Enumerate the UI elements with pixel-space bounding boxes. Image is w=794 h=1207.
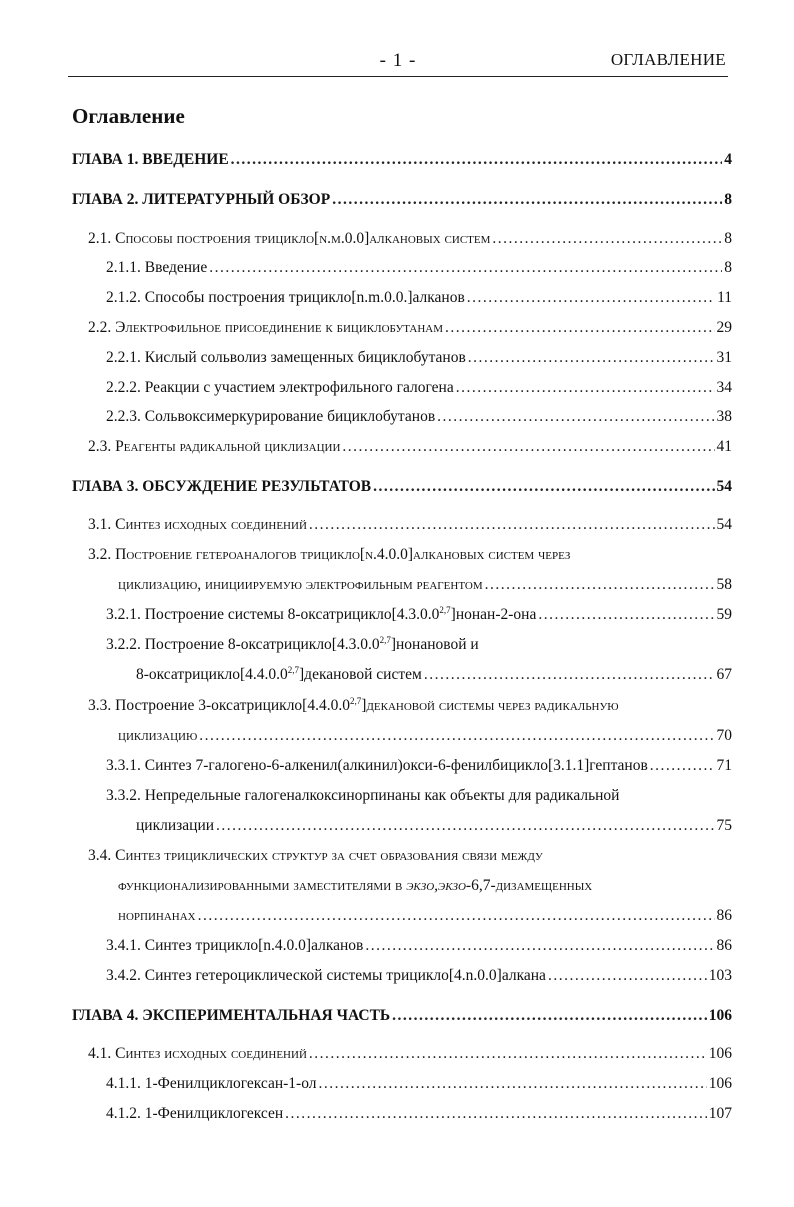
toc-entry-2-2[interactable]: 2.2. Электрофильное присоединение к бициклобутанам ..... 29 (88, 314, 732, 342)
toc-title: Оглавление (72, 104, 185, 128)
header-section-title: ОГЛАВЛЕНИЕ (610, 50, 726, 69)
toc-entry-3-2[interactable]: 3.2. Построение гетероаналогов трицикло[n.4.0.0]алкановых систем через циклизацию, инициируемую электрофильным реагентом ..... 58 (88, 541, 732, 599)
page-number: - 1 - (379, 50, 417, 71)
toc-entry-3-2-1[interactable]: 3.2.1. Построение системы 8-оксатрицикло[4.3.0.0$^{2,7}$]нонан-2-она ..... 59 (106, 601, 732, 629)
toc-entry-3-3[interactable]: 3.3. Построение 3-оксатрицикло[4.4.0.0$^{2,7}$]декановой системы через радикальную циклизацию ..... 70 (88, 692, 732, 750)
page-header (68, 48, 728, 77)
toc-entry-3-3-1[interactable]: 3.3.1. Синтез 7-галогено-6-алкенил(алкинил)окси-6-фенилбицикло[3.1.1]гептанов ..... 71 (106, 752, 732, 780)
toc-entry-3-3-2[interactable]: 3.3.2. Непредельные галогеналкоксинорпинаны как объекты для радикальной циклизации ..... 75 (106, 782, 732, 840)
toc-entry-2-2-3[interactable]: 2.2.3. Сольвоксимеркурирование бициклобутанов ..... 38 (106, 403, 732, 431)
toc-entry-2-1-1[interactable]: 2.1.1. Введение ..... 8 (106, 254, 732, 282)
toc-entry-2-3[interactable]: 2.3. Реагенты радикальной циклизации ..... 41 (88, 433, 732, 461)
toc-entry-3-4[interactable]: 3.4. Синтез трициклических структур за счет образования связи между функционализированными заместителями в экзо,экзо-6,7-дизамещенных норпинанах ..... 86 (88, 842, 732, 930)
toc-entry-3-4-1[interactable]: 3.4.1. Синтез трицикло[n.4.0.0]алканов ..... 86 (106, 932, 732, 960)
toc-entry-ch3[interactable]: ГЛАВА 3. ОБСУЖДЕНИЕ РЕЗУЛЬТАТОВ ..... 54 (72, 473, 732, 501)
toc-entry-3-4-2[interactable]: 3.4.2. Синтез гетероциклической системы трицикло[4.n.0.0]алкана ..... 103 (106, 962, 732, 990)
toc-entry-4-1[interactable]: 4.1. Синтез исходных соединений ..... 106 (88, 1040, 732, 1068)
toc-entry-2-1[interactable]: 2.1. Способы построения трицикло[n.m.0.0]алкановых систем ..... 8 (88, 225, 732, 253)
toc-entry-3-2-2[interactable]: 3.2.2. Построение 8-оксатрицикло[4.3.0.0$^{2,7}$]нонановой и 8-оксатрицикло[4.4.0.0$^{2,7}$]декановой систем ..... 67 (106, 631, 732, 689)
toc-entry-4-1-2[interactable]: 4.1.2. 1-Фенилциклогексен ..... 107 (106, 1100, 732, 1128)
toc-entry-3-1[interactable]: 3.1. Синтез исходных соединений ..... 54 (88, 511, 732, 539)
toc-entry-ch4[interactable]: ГЛАВА 4. ЭКСПЕРИМЕНТАЛЬНАЯ ЧАСТЬ ..... 106 (72, 1002, 732, 1030)
toc-entry-ch1[interactable]: ГЛАВА 1. ВВЕДЕНИЕ ..... 4 (72, 146, 732, 174)
toc-entry-2-2-1[interactable]: 2.2.1. Кислый сольволиз замещенных бициклобутанов ..... 31 (106, 344, 732, 372)
toc-entry-ch2[interactable]: ГЛАВА 2. ЛИТЕРАТУРНЫЙ ОБЗОР ..... 8 (72, 186, 732, 214)
toc-entry-2-2-2[interactable]: 2.2.2. Реакции с участием электрофильного галогена ..... 34 (106, 374, 732, 402)
toc-entry-4-1-1[interactable]: 4.1.1. 1-Фенилциклогексан-1-ол ..... 106 (106, 1070, 732, 1098)
toc-entry-2-1-2[interactable]: 2.1.2. Способы построения трицикло[n.m.0.0.]алканов ..... 11 (106, 284, 732, 312)
